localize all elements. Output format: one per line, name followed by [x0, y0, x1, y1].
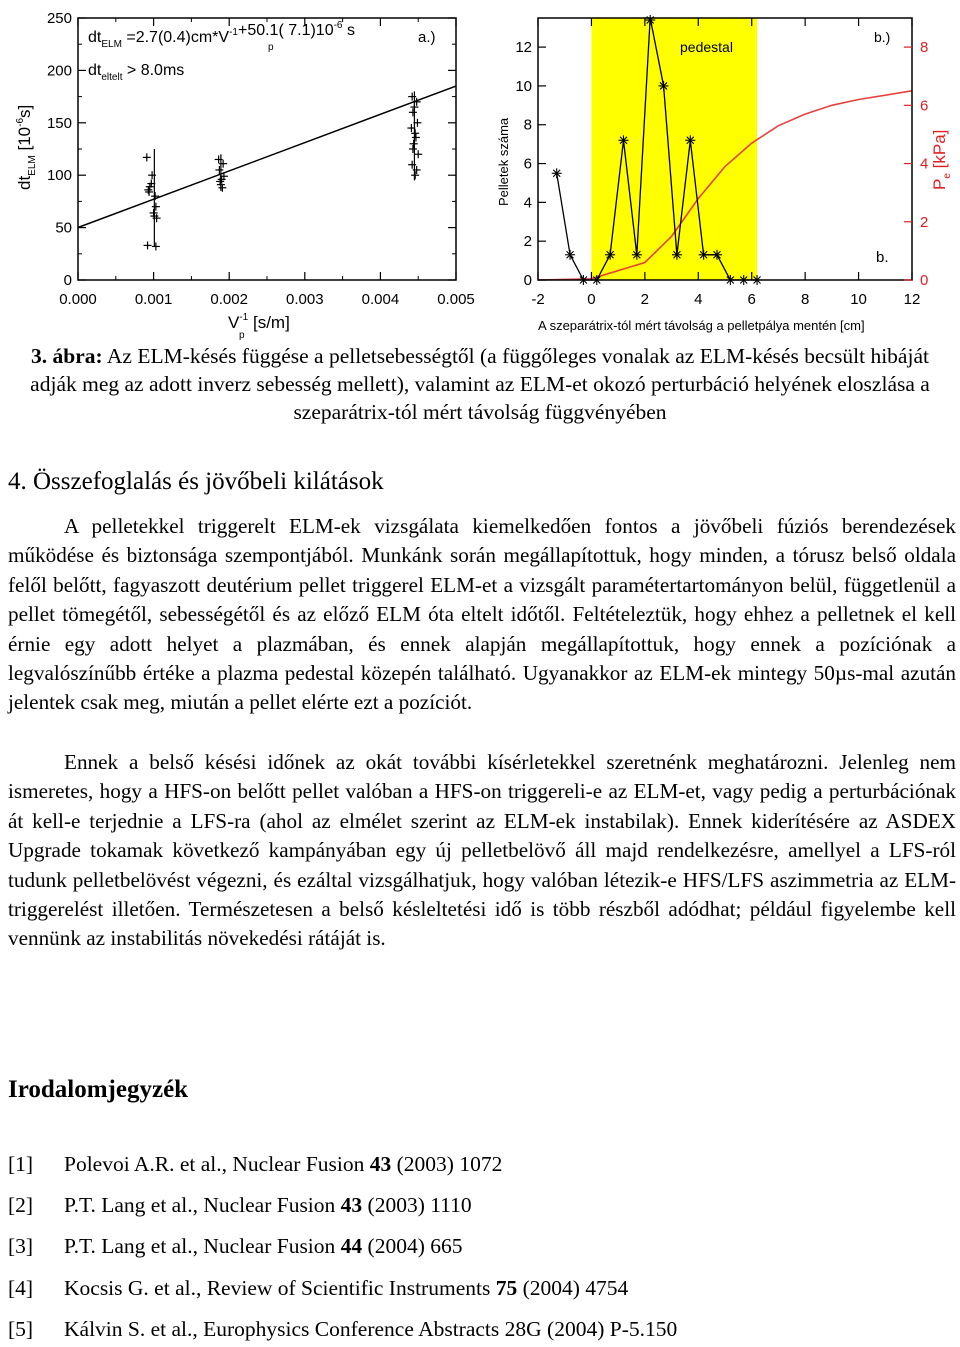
xtick-label: 0.005 — [437, 291, 475, 308]
reference-item — [8, 1276, 628, 1301]
chart-a-frame — [78, 18, 456, 280]
chart-b-xtick-labels — [531, 291, 920, 308]
chart-a-points — [143, 93, 422, 251]
pellet-point — [618, 135, 628, 145]
ytick-label: 8 — [523, 116, 532, 134]
data-point — [411, 171, 419, 179]
data-point — [414, 150, 422, 158]
pellet-point — [605, 250, 615, 260]
xtick-label: 0 — [587, 291, 596, 308]
ytick-label: 100 — [46, 167, 72, 185]
pellet-point — [552, 168, 562, 178]
reference-number: [1] — [8, 1152, 34, 1176]
paragraph-2-text: Ennek a belső késési időnek az okát további kísérletekkel szeretnénk meghatározni. Jelenleg nem ismeretes, hogy a HFS-on belőtt pellet valóban a HFS-on triggereli-e az ELM-et, vagy pedig a perturbációnak át kell-e terjednie a LFS-ra (ahol az elmélet szerint az ELM-ek instabilak). Ennek kiderítésére az ASDEX Upgrade tokamak következő kampányában egy új pelletbelövő áll majd rendelkezésre, amellyel a LFS-ról tudunk pelletbelövést végezni, és ezáltal vizsgálhatjuk, hogy valóban létezik-e HFS/LFS aszimmetria az ELM-triggerelést illetően. Természetesen a belső késleltetési idő is több részből adódhat; például figyelembe kell vennünk az instabilitás növekedési rátáját is. — [8, 750, 956, 951]
chart-b-ylabel-left: Pelletek száma — [496, 117, 511, 206]
reference-item — [8, 1317, 677, 1342]
data-point — [143, 153, 151, 161]
chart-b-right-ytick-labels — [920, 39, 928, 289]
pellet-point — [632, 250, 642, 260]
reference-tail: (2004) 665 — [362, 1234, 463, 1258]
chart-a-ytick-labels — [47, 10, 72, 289]
pellet-point — [672, 250, 682, 260]
section-heading: 4. Összefoglalás és jövőbeli kilátások — [8, 468, 384, 495]
y2tick-label: 2 — [920, 213, 929, 231]
reference-text: P.T. Lang et al., Nuclear Fusion — [64, 1193, 341, 1217]
reference-number: [2] — [8, 1193, 34, 1217]
reference-number: [3] — [8, 1234, 34, 1258]
reference-tail: (2003) 1072 — [391, 1152, 503, 1176]
reference-text: Polevoi A.R. et al., Nuclear Fusion — [64, 1152, 370, 1176]
xtick-label: 6 — [747, 291, 756, 308]
paragraph-2 — [8, 748, 956, 954]
chart-b — [496, 15, 953, 333]
reference-volume: 43 — [369, 1152, 392, 1176]
paragraph-1 — [8, 512, 956, 718]
chart-a-formula-line2: $dt_{eltelt} > 8.0ms$ — [88, 62, 185, 83]
y2tick-label: 8 — [920, 39, 929, 57]
data-point — [409, 145, 417, 153]
chart-a-panel-tag: a.) — [418, 29, 436, 46]
reference-item — [8, 1152, 502, 1177]
xtick-label: 0.004 — [361, 291, 400, 308]
pedestal-label: pedestal — [680, 39, 733, 55]
xtick-label: 8 — [800, 291, 810, 308]
chart-b-panel-tag: b.) — [874, 29, 891, 45]
reference-item — [8, 1234, 462, 1259]
xtick-label: 12 — [903, 291, 921, 308]
reference-text: P.T. Lang et al., Nuclear Fusion — [64, 1234, 341, 1258]
reference-volume: 75 — [495, 1276, 518, 1300]
xtick-label: 0.003 — [286, 291, 324, 308]
ytick-label: 0 — [63, 272, 72, 289]
chart-a-formula-line1: $dt_{ELM} =2.7(0.4)cm*V^{-1}+50.1$( $7.1)10^{-6}$ s — [88, 20, 355, 50]
xtick-label: 0.000 — [59, 291, 97, 308]
pellet-point — [659, 81, 669, 91]
figure-caption — [8, 342, 952, 426]
chart-a-ticks — [78, 18, 456, 280]
y2tick-label: 6 — [920, 97, 929, 115]
xtick-label: 4 — [694, 291, 703, 308]
reference-number: [4] — [8, 1276, 34, 1300]
data-point — [145, 188, 153, 196]
chart-a-xlabel: $V^{-1}$ [s/m] — [228, 312, 290, 332]
y2tick-label: 4 — [920, 155, 929, 173]
xtick-label: 0.001 — [134, 291, 173, 308]
chart-a-ylabel: $dt_{ELM}$ $[10^{-6}s]$ — [15, 104, 38, 190]
caption-text: Az ELM-késés függése a pelletsebességtől (a függőleges vonalak az ELM-késés becsült hibáját adják meg az adott inverz sebesség mellett), valamint az ELM-et okozó perturbáció helyének eloszlása a szeparátrix-tól mért távolság függvényében — [30, 344, 930, 424]
ytick-label: 10 — [515, 77, 532, 95]
chart-a-error-bars — [154, 91, 414, 246]
ytick-label: 150 — [46, 114, 72, 132]
xtick-label: 10 — [850, 291, 867, 308]
pellet-point — [565, 250, 575, 260]
xtick-label: 0.002 — [210, 291, 248, 308]
chart-b-b-label: b. — [876, 249, 889, 266]
data-point — [409, 108, 417, 116]
references-heading: Irodalomjegyzék — [8, 1076, 189, 1103]
pellet-point — [699, 250, 709, 260]
xtick-label: -2 — [531, 291, 545, 308]
chart-a-fit-line — [78, 86, 456, 227]
reference-tail: (2003) 1110 — [362, 1193, 472, 1217]
chart-a-formula-sub-p: p — [268, 42, 274, 53]
chart-b-ylabel-right: $P_e$ [kPa] — [930, 129, 953, 190]
reference-volume: 43 — [340, 1193, 363, 1217]
data-point — [144, 241, 152, 249]
reference-number: [5] — [8, 1317, 34, 1341]
pellet-point — [712, 250, 722, 260]
reference-tail: (2004) 4754 — [517, 1276, 629, 1300]
data-point — [411, 129, 419, 137]
ytick-label: 250 — [46, 10, 72, 27]
reference-volume: 44 — [340, 1234, 363, 1258]
pellet-point — [645, 15, 655, 25]
chart-a — [15, 10, 475, 340]
reference-item — [8, 1193, 472, 1218]
chart-b-left-ytick-labels — [515, 39, 532, 289]
ytick-label: 6 — [523, 155, 532, 173]
caption-label: 3. ábra: — [31, 344, 103, 368]
chart-a-xlabel-sub: p — [239, 330, 245, 340]
ytick-label: 0 — [523, 272, 532, 289]
ytick-label: 2 — [523, 233, 532, 251]
ytick-label: 50 — [55, 219, 72, 237]
ytick-label: 4 — [523, 194, 532, 212]
pellet-point — [685, 135, 695, 145]
paragraph-1-text: A pelletekkel triggerelt ELM-ek vizsgálata kiemelkedően fontos a jövőbeli fúziós berendezések működése és biztonsága szempontjából. Munkánk során megállapítottuk, hogy minden, a tórusz belső oldala felől belőtt, fagyaszott deutérium pellet triggerel ELM-et a vizsgált paramétertartományon belül, függetlenül a pellet tömegétől, sebességétől és az előző ELM óta eltelt időtől. Feltételeztük, hogy ehhez a pelletnek el kell érnie egy adott helyet a plazmában, és ennek alapján megállapítottuk, hogy ennek a pozíciónak a legvalószínűbb értéke a plazma pedestal közepén található. Ugyanakkor az ELM-ek mintegy 50µs-mal azután jelentek csak meg, miután a pellet elérte ezt a pozíciót. — [8, 514, 956, 715]
ytick-label: 200 — [46, 62, 72, 80]
y2tick-label: 0 — [920, 272, 929, 289]
xtick-label: 2 — [640, 291, 650, 308]
chart-b-xlabel: A szeparátrix-tól mért távolság a pelletpálya mentén [cm] — [538, 318, 865, 333]
chart-a-xtick-labels — [59, 291, 475, 308]
ytick-label: 12 — [515, 39, 532, 57]
data-point — [152, 242, 160, 250]
reference-text: Kocsis G. et al., Review of Scientific Instruments — [64, 1276, 496, 1300]
figure-3 — [0, 0, 960, 340]
reference-text: Kálvin S. et al., Europhysics Conference Abstracts 28G (2004) P-5.150 — [64, 1317, 678, 1341]
pedestal-region — [591, 18, 757, 280]
